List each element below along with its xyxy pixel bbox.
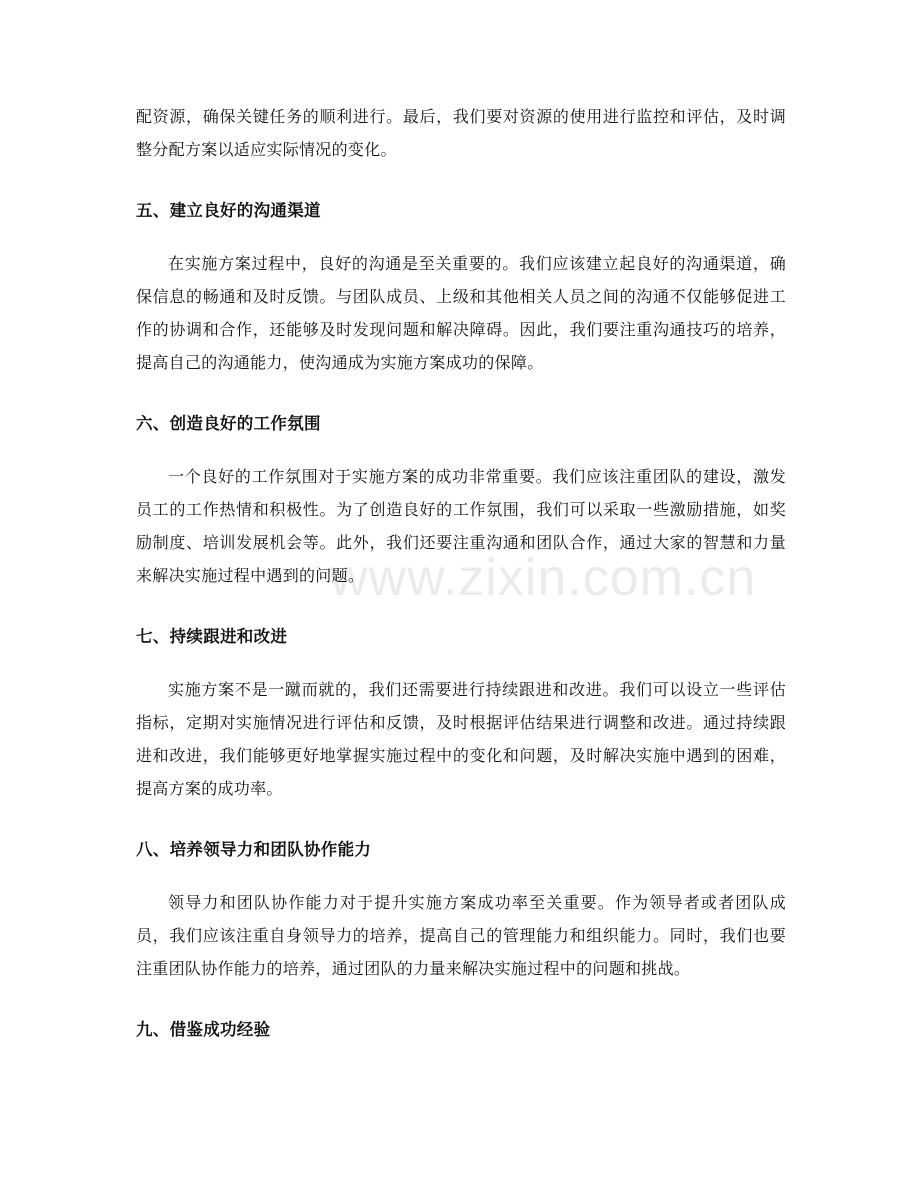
section-body-8: 领导力和团队协作能力对于提升实施方案成功率至关重要。作为领导者或者团队成员，我们应该注重自身领导力的培养，提高自己的管理能力和组织能力。同时，我们也要注重团队协作能力的培养，通过团队的力量来解决实施过程中的问题和挑战。 [136, 893, 786, 978]
section-heading-5: 五、建立良好的沟通渠道 [136, 201, 321, 220]
section-heading-8: 八、培养领导力和团队协作能力 [136, 840, 372, 859]
intro-paragraph: 配资源，确保关键任务的顺利进行。最后，我们要对资源的使用进行监控和评估，及时调整分配方案以适应实际情况的变化。 [136, 107, 786, 159]
section-body-7: 实施方案不是一蹴而就的，我们还需要进行持续跟进和改进。我们可以设立一些评估指标，定期对实施情况进行评估和反馈，及时根据评估结果进行调整和改进。通过持续跟进和改进，我们能够更好地掌握实施过程中的变化和问题，及时解决实施中遇到的困难，提高方案的成功率。 [136, 680, 786, 798]
document-body [136, 100, 786, 1046]
section-heading-9: 九、借鉴成功经验 [136, 1020, 271, 1039]
section-body-5: 在实施方案过程中，良好的沟通是至关重要的。我们应该建立起良好的沟通渠道，确保信息的畅通和及时反馈。与团队成员、上级和其他相关人员之间的沟通不仅能够促进工作的协调和合作，还能够及时发现问题和解决障碍。因此，我们要注重沟通技巧的培养，提高自己的沟通能力，使沟通成为实施方案成功的保障。 [136, 254, 786, 372]
section-heading-7: 七、持续跟进和改进 [136, 627, 288, 646]
section-heading-6: 六、创造良好的工作氛围 [136, 414, 321, 433]
watermark: www.zixin.com.cn [330, 549, 757, 607]
section-body-6: 一个良好的工作氛围对于实施方案的成功非常重要。我们应该注重团队的建设，激发员工的工作热情和积极性。为了创造良好的工作氛围，我们可以采取一些激励措施，如奖励制度、培训发展机会等。此外，我们还要注重沟通和团队合作，通过大家的智慧和力量来解决实施过程中遇到的问题。 [136, 467, 786, 585]
